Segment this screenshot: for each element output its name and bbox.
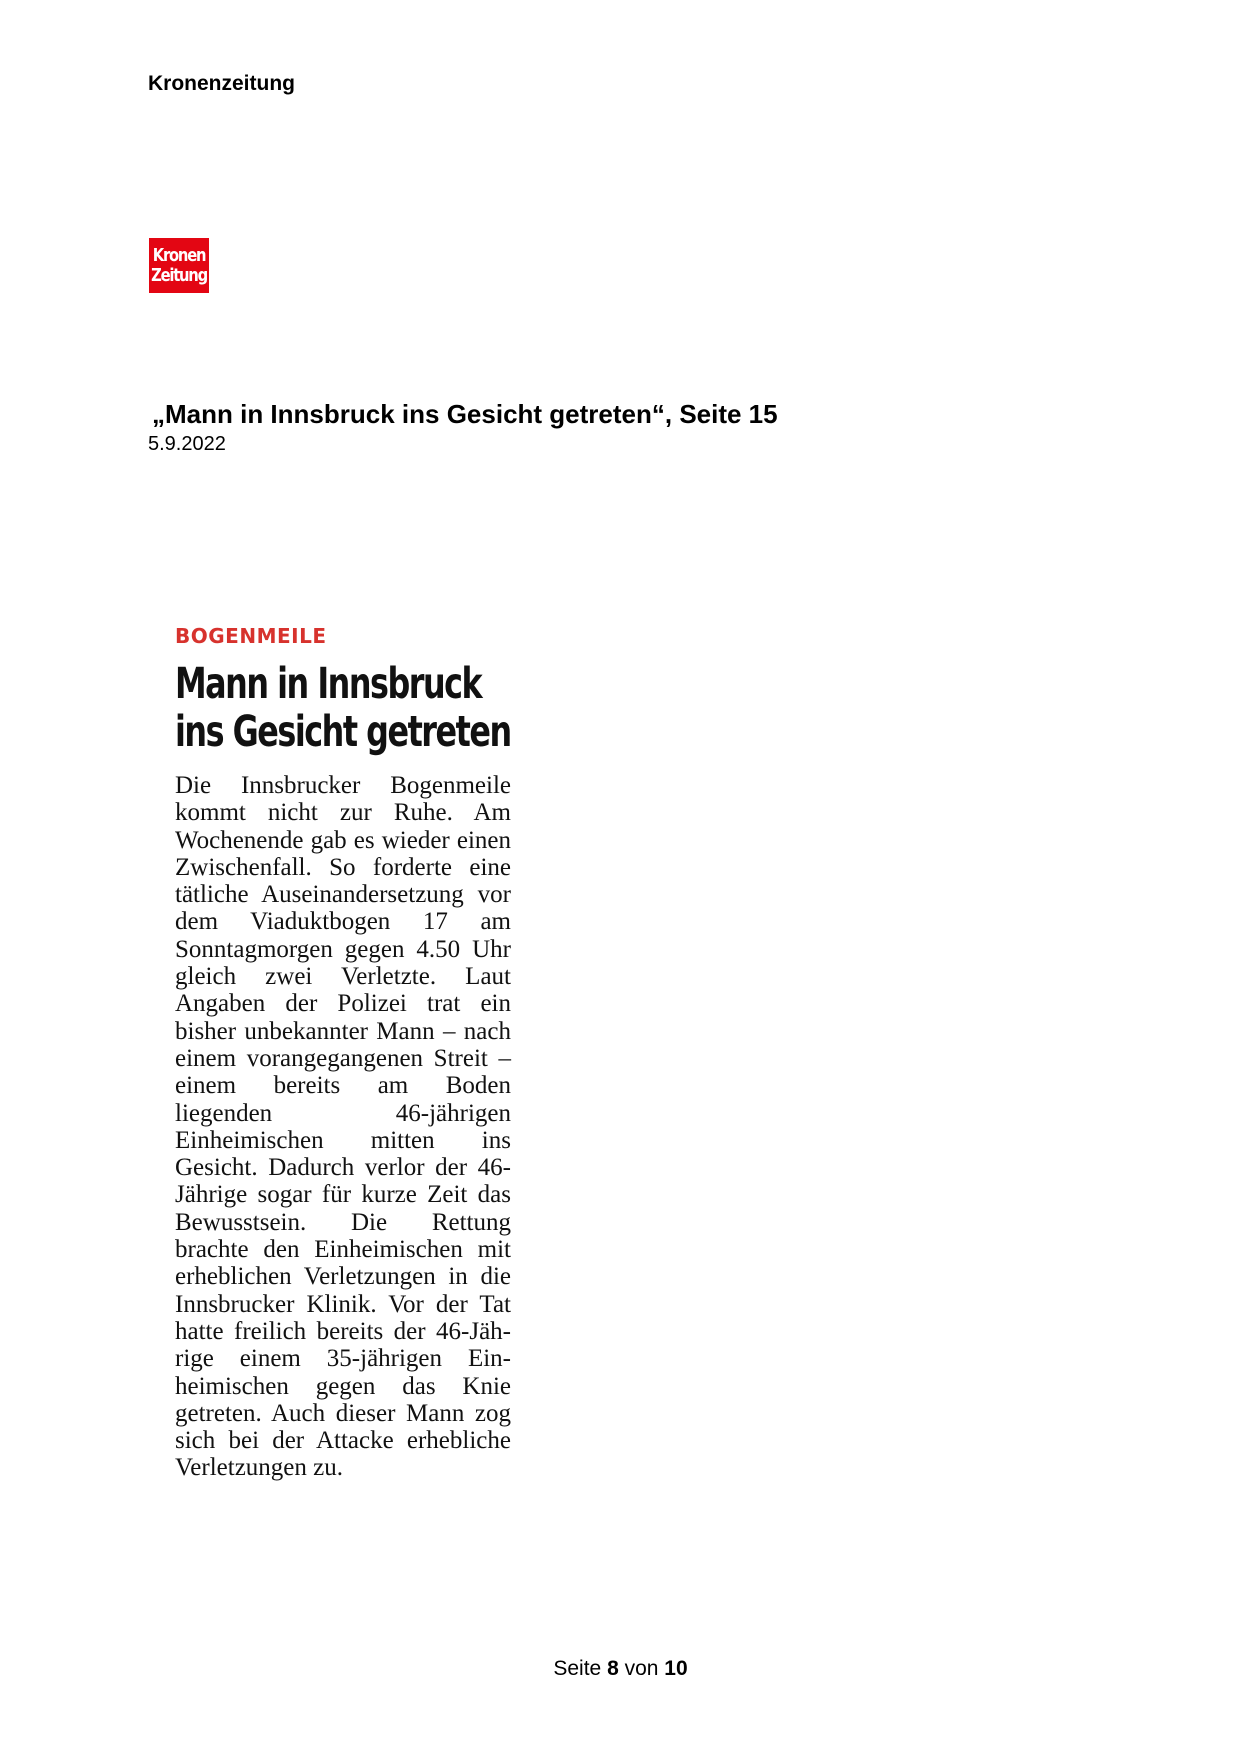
- article-clipping: [175, 624, 511, 1482]
- footer-middle: von: [624, 1657, 659, 1680]
- document-date: 5.9.2022: [148, 433, 226, 455]
- headline-line-1: Mann in Innsbruck: [175, 659, 482, 709]
- footer-prefix: Seite: [553, 1657, 602, 1680]
- document-title: „Mann in Innsbruck ins Gesicht getreten“, Seite 15: [152, 399, 778, 429]
- headline-line-2: ins Gesicht getreten: [175, 707, 511, 757]
- page-footer: [0, 1657, 1241, 1681]
- logo-line-2: Zeitung: [151, 264, 207, 286]
- article-kicker: BOGENMEILE: [175, 624, 327, 648]
- footer-current-page: 8: [607, 1657, 619, 1680]
- document-source: Kronenzeitung: [148, 72, 295, 95]
- article-body: Die Innsbrucker Bogenmeile kommt nicht zur Ruhe. Am Wochenende gab es wieder einen Zwischenfall. So forderte eine tätliche Auseinandersetzung vor dem Viaduktbogen 17 am Sonntagmorgen gegen 4.50 Uhr gleich zwei Verletzte. Laut Angaben der Polizei trat ein bisher unbekannter Mann – nach einem vorangegangenen Streit – einem bereits am Boden liegenden 46-jährigen Einheimischen mitten ins Gesicht. Dadurch verlor der 46-Jährige sogar für kurze Zeit das Bewusstsein. Die Rettung brachte den Einheimischen mit erheblichen Verletzungen in die Innsbrucker Klinik. Vor der Tat hatte freilich bereits der 46-Jährige einem 35-jährigen Einheimischen gegen das Knie getreten. Auch dieser Mann zog sich bei der Attacke erhebliche Verletzungen zu.: [175, 772, 511, 1482]
- footer-total-pages: 10: [664, 1657, 688, 1680]
- logo-line-1: Kronen: [152, 244, 206, 266]
- kronen-zeitung-logo: [149, 238, 209, 293]
- article-headline: [175, 659, 511, 757]
